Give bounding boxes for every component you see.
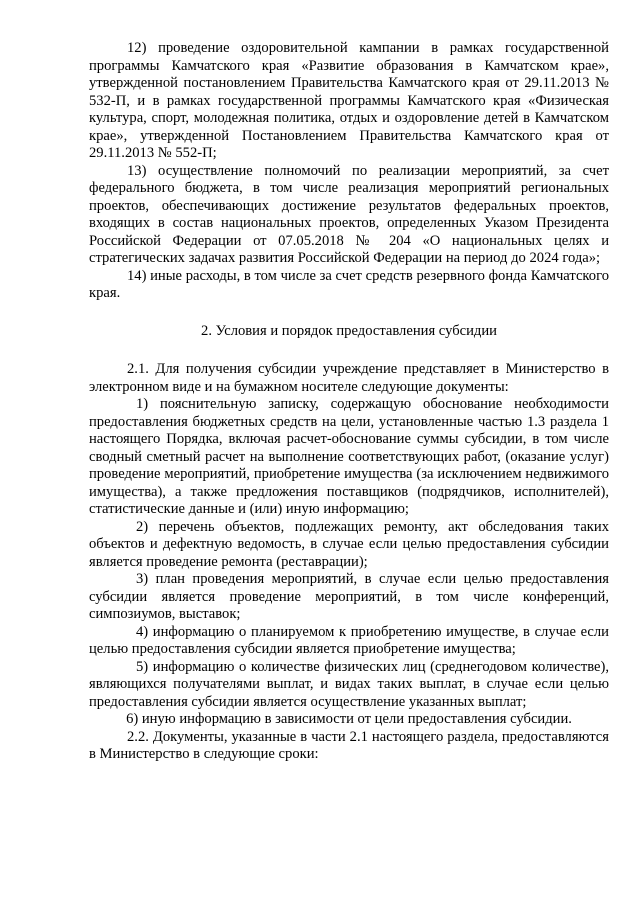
doc-item-1: 1) пояснительную записку, содержащую обоснование необходимости предоставления бюджетных средств на цели, установленные частью 1.3 раздела 1 настоящего Порядка, включая расчет-обоснование суммы субсидии, в том числе сводный сметный расчет на выполнение соответствующих работ, (оказание услуг) проведение мероприятий, приобретение имущества (за исключением недвижимого имущества), а также предложения поставщиков (подрядчиков, исполнителей), статистические данные и (или) иную информацию;: [89, 396, 609, 517]
section-heading: 2. Условия и порядок предоставления субсидии: [201, 322, 497, 339]
doc-item-4: 4) информацию о планируемом к приобретению имуществе, в случае если целью предоставления субсидии является приобретение имущества;: [89, 623, 609, 657]
clause-2-2: 2.2. Документы, указанные в части 2.1 настоящего раздела, предоставляются в Министерство в следующие сроки:: [89, 728, 609, 762]
list-item-14: 14) иные расходы, в том числе за счет средств резервного фонда Камчатского края.: [89, 267, 609, 301]
doc-item-3: 3) план проведения мероприятий, в случае если целью предоставления субсидии является проведение мероприятий, в том числе конференций, симпозиумов, выставок;: [89, 571, 609, 622]
list-item-12: 12) проведение оздоровительной кампании в рамках государственной программы Камчатского края «Развитие образования в Камчатском крае», утвержденной постановлением Правительства Камчатского края от 29.11.2013 № 532-П, и в рамках государственной программы Камчатского края «Физическая культура, спорт, молодежная политика, отдых и оздоровление детей в Камчатском крае», утвержденной Постановлением Правительства Камчатского края от 29.11.2013 № 552-П;: [89, 40, 609, 161]
doc-item-6: 6) иную информацию в зависимости от цели предоставления субсидии.: [126, 711, 572, 727]
clause-2-1: 2.1. Для получения субсидии учреждение представляет в Министерство в электронном виде и на бумажном носителе следующие документы:: [89, 361, 609, 395]
document-body: [89, 40, 609, 764]
doc-item-2: 2) перечень объектов, подлежащих ремонту, акт обследования таких объектов и дефектную ведомость, в случае если целью предоставления субсидии является проведение ремонта (реставрации);: [89, 518, 609, 570]
list-item-13: 13) осуществление полномочий по реализации мероприятий, за счет федерального бюджета, в том числе реализация мероприятий региональных проектов, обеспечивающих достижение результатов федеральных проектов, входящих в состав национальных проектов, определенных Указом Президента Российской Федерации от 07.05.2018 № 204 «О национальных целях и стратегических задачах развития Российской Федерации на период до 2024 года»;: [89, 162, 609, 266]
doc-item-5: 5) информацию о количестве физических лиц (среднегодовом количестве), являющихся получателями выплат, и видах таких выплат, в случае если целью предоставления субсидии является осуществление указанных выплат;: [89, 658, 609, 710]
